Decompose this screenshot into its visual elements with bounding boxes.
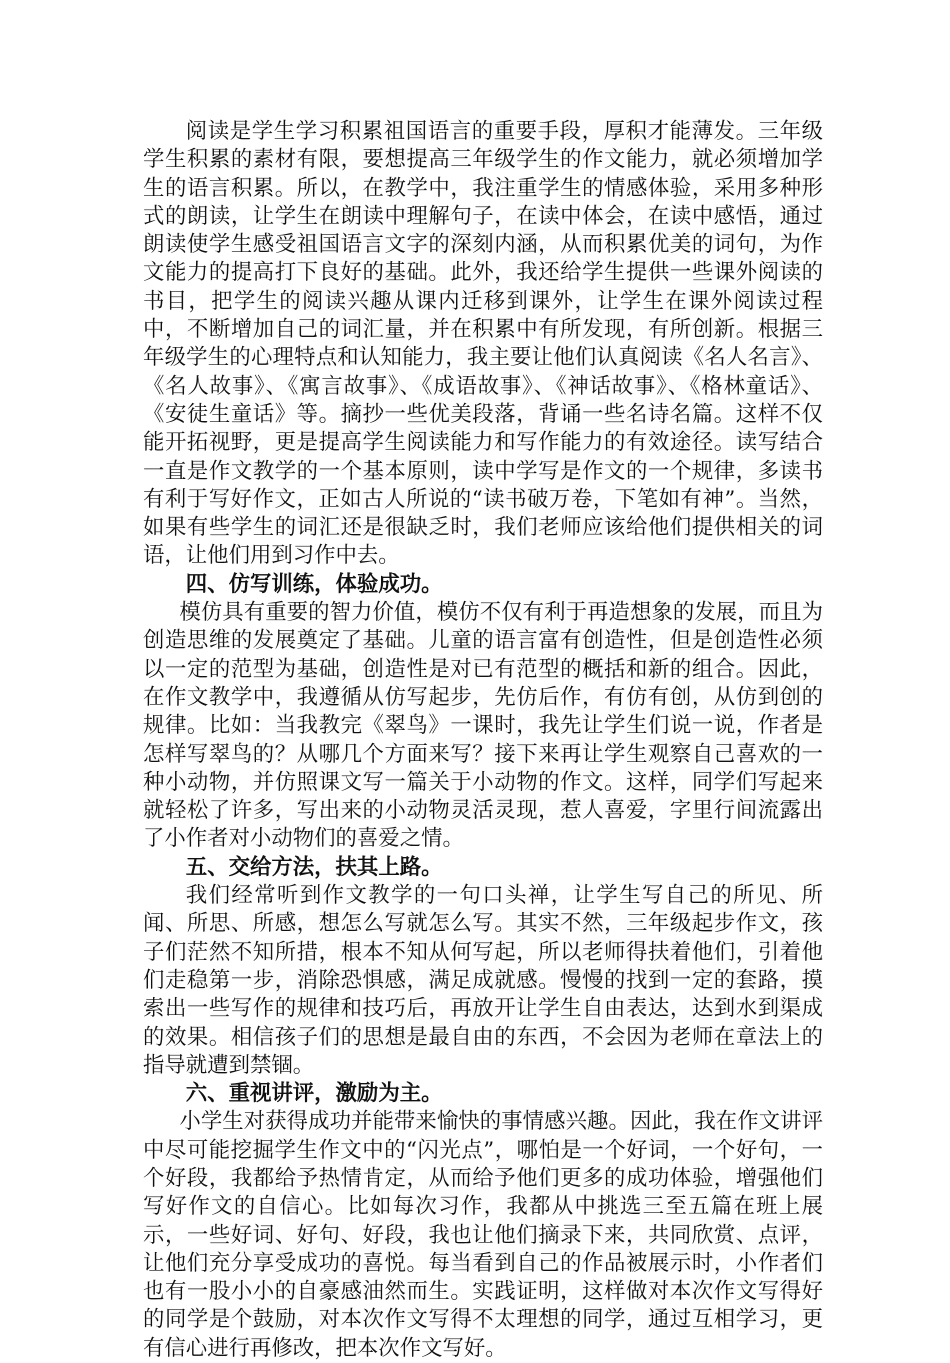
section-heading-teaching-methods: 五、交给方法，扶其上路。 [185,854,443,880]
section-heading-commentary-encouragement: 六、重视讲评，激励为主。 [185,1081,443,1107]
paragraph-commentary-encouragement: 小学生对获得成功并能带来愉快的事情感兴趣。因此，我在作文讲评中尽可能挖掘学生作文中的“闪光点”，哪怕是一个好词，一个好句，一个好段，我都给予热情肯定，从而给予他们更多的成功体验，增强他们写好作文的自信心。比如每次习作，我都从中挑选三至五篇在班上展示，一些好词、好句、好段，我也让他们摘录下来，共同欣赏、点评，让他们充分享受成功的喜悦。每当看到自己的作品被展示时，小作者们也有一股小小的自豪感油然而生。实践证明，这样做对本次作文写得好的同学是个鼓励，对本次作文写得不太理想的同学，通过互相学习，更有信心进行再修改，把本次作文写好。 [143,1109,823,1361]
document-body [143,118,823,1363]
paragraph-reading-accumulation: 阅读是学生学习积累祖国语言的重要手段，厚积才能薄发。三年级学生积累的素材有限，要想提高三年级学生的作文能力，就必须增加学生的语言积累。所以，在教学中，我注重学生的情感体验，采用多种形式的朗读，让学生在朗读中理解句子，在读中体会，在读中感悟，通过朗读使学生感受祖国语言文字的深刻内涵，从而积累优美的词句，为作文能力的提高打下良好的基础。此外，我还给学生提供一些课外阅读的书目，把学生的阅读兴趣从课内迁移到课外，让学生在课外阅读过程中，不断增加自己的词汇量，并在积累中有所发现，有所创新。根据三年级学生的心理特点和认知能力，我主要让他们认真阅读《名人名言》、《名人故事》、《寓言故事》、《成语故事》、《神话故事》、《格林童话》、《安徒生童话》等。摘抄一些优美段落，背诵一些名诗名篇。这样不仅能开拓视野，更是提高学生阅读能力和写作能力的有效途径。读写结合一直是作文教学的一个基本原则，读中学写是作文的一个规律，多读书有利于写好作文，正如古人所说的“读书破万卷，下笔如有神”。当然，如果有些学生的词汇还是很缺乏时，我们老师应该给他们提供相关的词语，让他们用到习作中去。 [143,119,823,569]
section-heading-imitation-writing: 四、仿写训练，体验成功。 [185,571,443,597]
paragraph-teaching-methods: 我们经常听到作文教学的一句口头禅，让学生写自己的所见、所闻、所思、所感，想怎么写就怎么写。其实不然，三年级起步作文，孩子们茫然不知所措，根本不知从何写起，所以老师得扶着他们，引着他们走稳第一步，消除恐惧感，满足成就感。慢慢的找到一定的套路，摸索出一些写作的规律和技巧后，再放开让学生自由表达，达到水到渠成的效果。相信孩子们的思想是最自由的东西，不会因为老师在章法上的指导就遭到禁锢。 [143,883,823,1078]
paragraph-imitation-writing: 模仿具有重要的智力价值，模仿不仅有利于再造想象的发展，而且为创造思维的发展奠定了基础。儿童的语言富有创造性，但是创造性必须以一定的范型为基础，创造性是对已有范型的概括和新的组合。因此，在作文教学中，我遵循从仿写起步，先仿后作，有仿有创，从仿到创的规律。比如：当我教完《翠鸟》一课时，我先让学生们说一说，作者是怎样写翠鸟的？从哪几个方面来写？接下来再让学生观察自己喜欢的一种小动物，并仿照课文写一篇关于小动物的作文。这样，同学们写起来就轻松了许多，写出来的小动物灵活灵现，惹人喜爱，字里行间流露出了小作者对小动物们的喜爱之情。 [143,600,823,852]
